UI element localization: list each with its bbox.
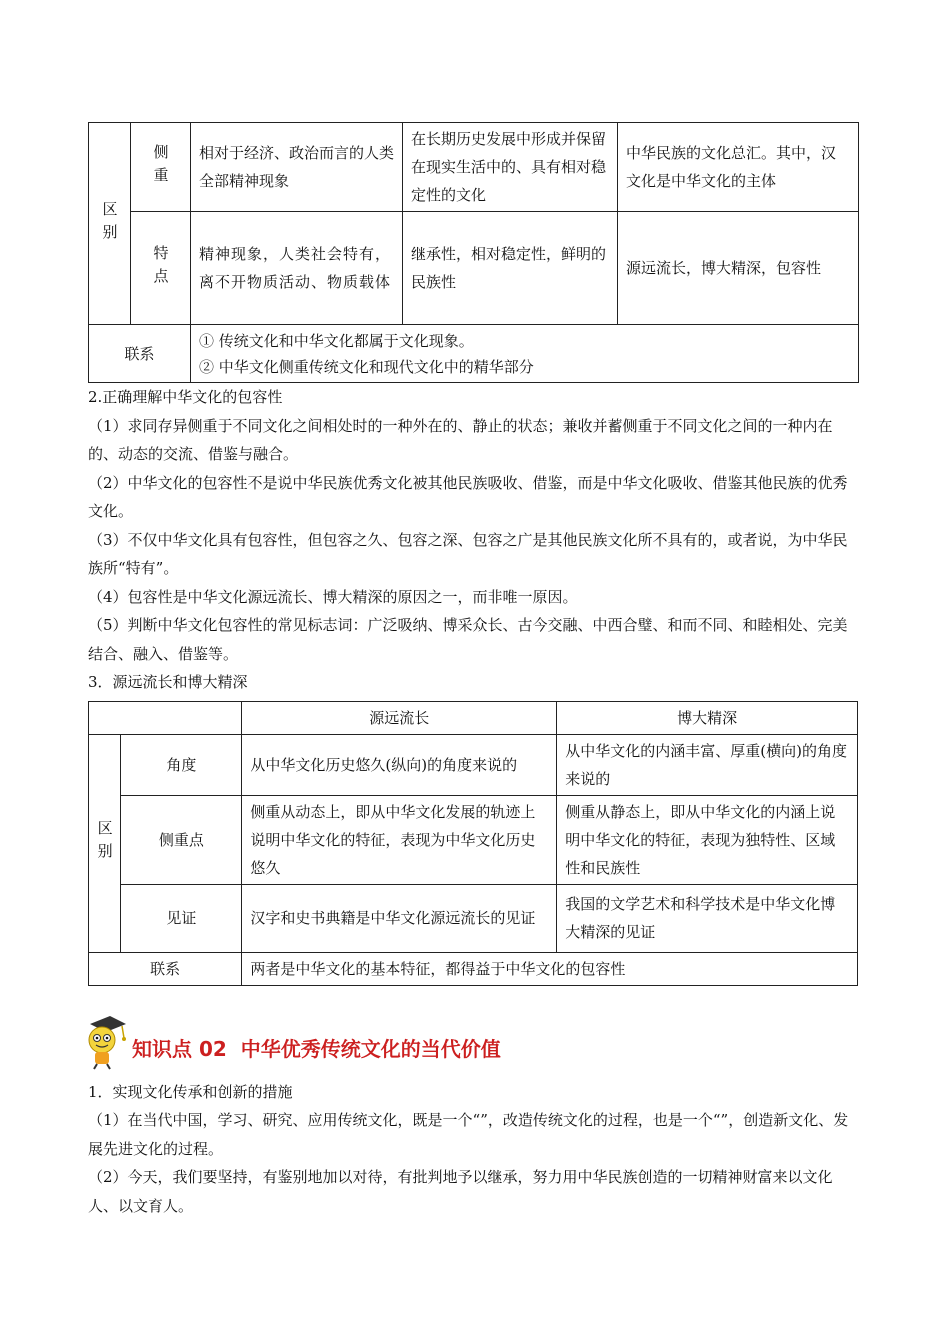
table-row: [89, 123, 859, 212]
table-cell: 汉字和史书典籍是中华文化源远流长的见证: [242, 884, 557, 952]
table-cell: 在长期历史发展中形成并保留在现实生活中的、具有相对稳定性的文化: [403, 123, 618, 212]
aspect-cell: 角度: [121, 734, 242, 795]
link-label: 联系: [89, 325, 191, 383]
paragraph: （1）在当代中国，学习、研究、应用传统文化，既是一个“”，改造传统文化的过程，也是一个“”，创造新文化、发展先进文化的过程。: [88, 1111, 849, 1158]
link-cell: 两者是中华文化的基本特征，都得益于中华文化的包容性: [242, 952, 858, 985]
table-cell: 继承性，相对稳定性，鲜明的民族性: [403, 212, 618, 325]
table-row: [89, 884, 858, 952]
culture-comparison-table: [88, 122, 859, 383]
table-row: [89, 701, 858, 734]
knowledge-point-title: [132, 1020, 515, 1064]
table-row: [89, 795, 858, 884]
link-label: 联系: [89, 952, 242, 985]
table-cell: 精神现象，人类社会特有，离不开物质活动、物质载体: [191, 212, 403, 325]
column-header: 博大精深: [557, 701, 858, 734]
table-row: [89, 212, 859, 325]
knowledge-point-number: 知识点 02: [132, 1036, 227, 1061]
table-row: [89, 734, 858, 795]
diff-label: 区别: [89, 123, 131, 325]
section-title: 3．源远流长和博大精深: [88, 673, 248, 691]
paragraph: （3）不仅中华文化具有包容性，但包容之久、包容之深、包容之广是其他民族文化所不具有的，或者说，为中华民族所“特有”。: [88, 530, 848, 577]
link-line: ① 传统文化和中华文化都属于文化现象。: [199, 331, 474, 350]
section-title: 2.正确理解中华文化的包容性: [88, 388, 283, 406]
column-header: 源远流长: [242, 701, 557, 734]
table-row: [89, 952, 858, 985]
paragraph: （5）判断中华文化包容性的常见标志词：广泛吸纳、博采众长、古今交融、中西合璧、和而不同、和睦相处、完美结合、融入、借鉴等。: [88, 616, 848, 663]
table-cell: 源远流长，博大精深，包容性: [618, 212, 859, 325]
paragraph: （1）求同存异侧重于不同文化之间相处时的一种外在的、静止的状态；兼收并蓄侧重于不同文化之间的一种内在的、动态的交流、借鉴与融合。: [88, 416, 833, 463]
section-title: 1．实现文化传承和创新的措施: [88, 1082, 293, 1101]
table-cell: [89, 701, 242, 734]
table-cell: 中华民族的文化总汇。其中，汉文化是中华文化的主体: [618, 123, 859, 212]
scholar-mascot-icon: [84, 1014, 128, 1070]
aspect-cell: 见证: [121, 884, 242, 952]
aspect-cell: 侧重: [131, 123, 191, 212]
link-line: ② 中华文化侧重传统文化和现代文化中的精华部分: [199, 357, 534, 376]
paragraph: （2）中华文化的包容性不是说中华民族优秀文化被其他民族吸收、借鉴，而是中华文化吸收、借鉴其他民族的优秀文化。: [88, 473, 848, 520]
document-page: [88, 122, 858, 1220]
table-cell: 从中华文化的内涵丰富、厚重(横向)的角度来说的: [557, 734, 858, 795]
paragraph: （4）包容性是中华文化源远流长、博大精深的原因之一，而非唯一原因。: [88, 587, 578, 606]
table-cell: 相对于经济、政治而言的人类全部精神现象: [191, 123, 403, 212]
knowledge-point-heading: [88, 1012, 858, 1072]
aspect-cell: 特点: [131, 212, 191, 325]
aspect-cell: 侧重点: [121, 795, 242, 884]
table-cell: 侧重从动态上，即从中华文化发展的轨迹上说明中华文化的特征，表现为中华文化历史悠久: [242, 795, 557, 884]
knowledge-point-name: 中华优秀传统文化的当代价值: [240, 1036, 501, 1061]
paragraph: （2）今天，我们要坚持，有鉴别地加以对待，有批判地予以继承，努力用中华民族创造的一切精神财富来以文化人、以文育人。: [88, 1168, 833, 1215]
origin-depth-table: [88, 701, 858, 986]
table-cell: 我国的文学艺术和科学技术是中华文化博大精深的见证: [557, 884, 858, 952]
table-row: [89, 325, 859, 383]
table-cell: 从中华文化历史悠久(纵向)的角度来说的: [242, 734, 557, 795]
link-cell: [191, 325, 859, 383]
diff-label: 区别: [89, 734, 121, 952]
table-cell: 侧重从静态上，即从中华文化的内涵上说明中华文化的特征，表现为独特性、区域性和民族性: [557, 795, 858, 884]
